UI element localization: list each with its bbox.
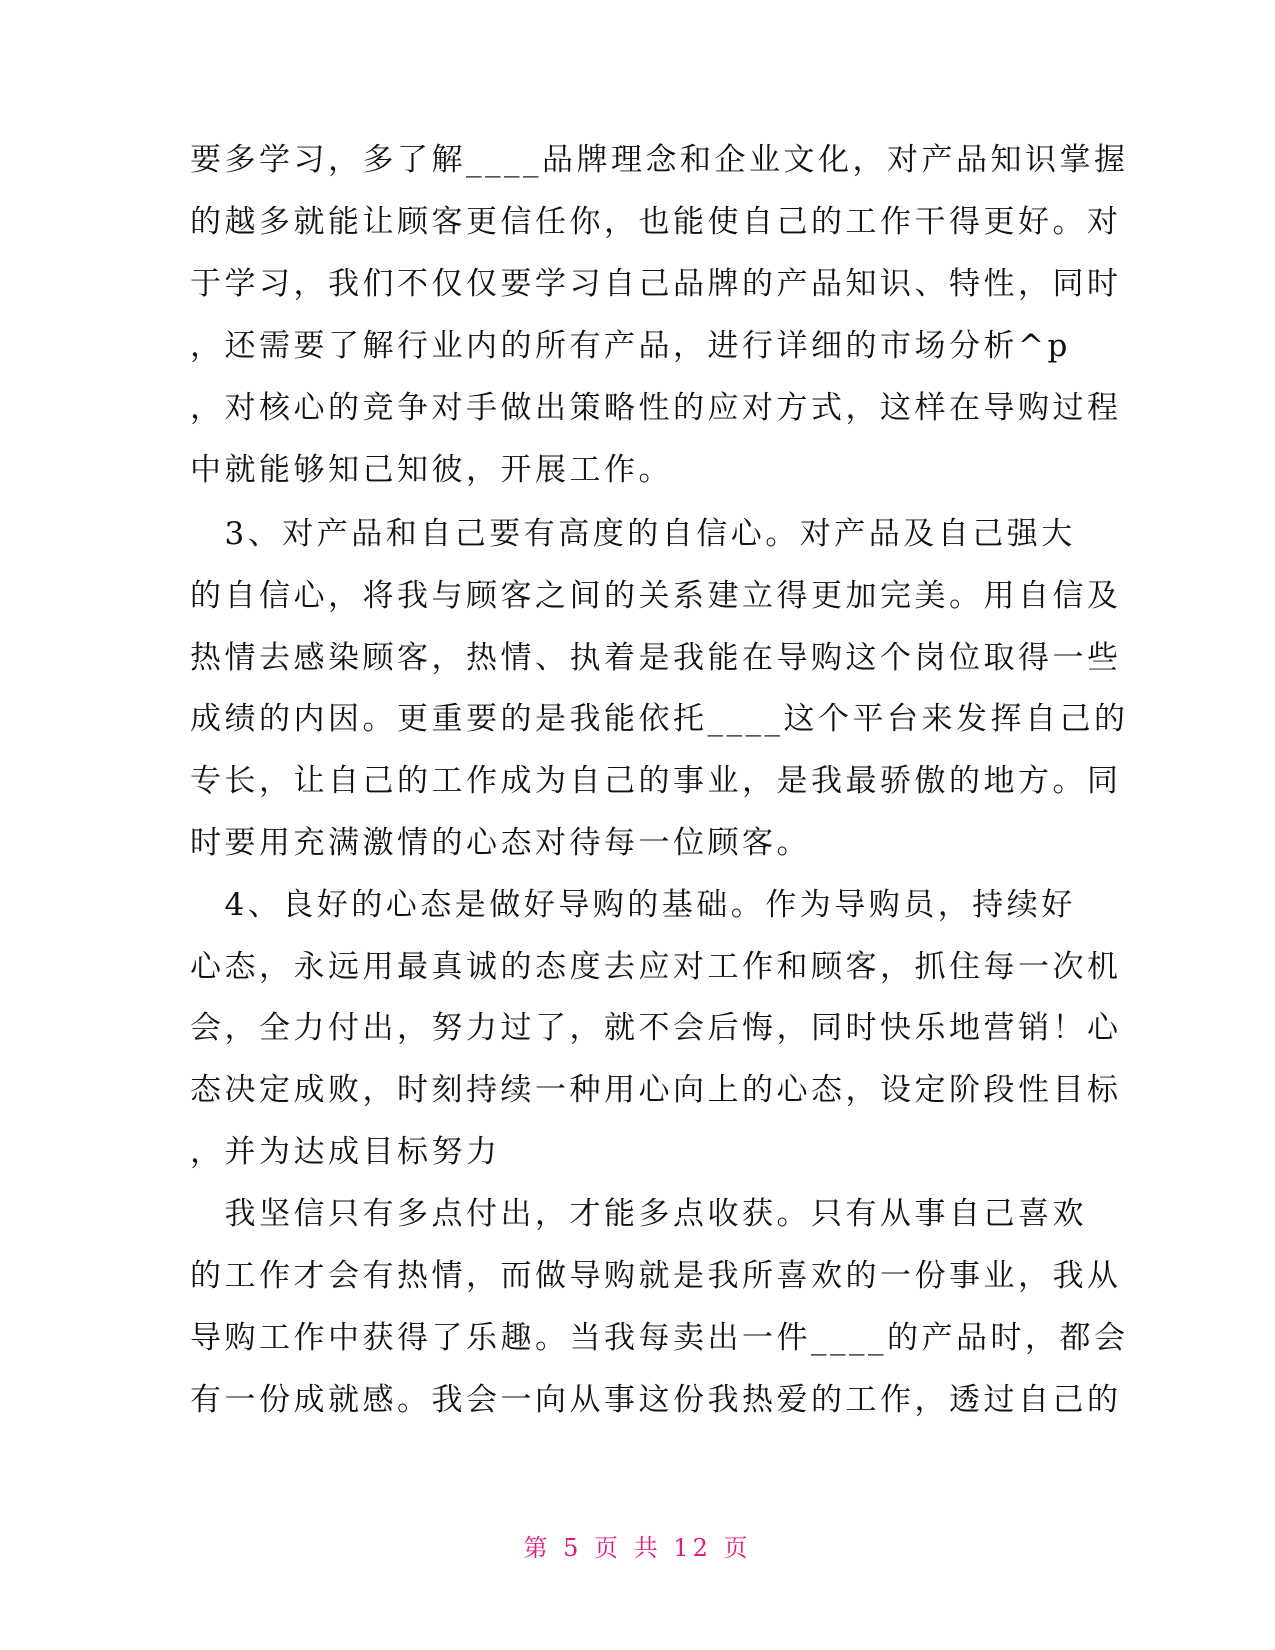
text-line: 有一份成就感。我会一向从事这份我热爱的工作，透过自己的 (190, 1382, 1122, 1418)
text-line: ，并为达成目标努力 (190, 1134, 501, 1170)
text-line: 时要用充满激情的心态对待每一位顾客。 (190, 825, 811, 861)
text-line: 的越多就能让顾客更信任你，也能使自己的工作干得更好。对 (190, 204, 1122, 240)
text-line: ，对核心的竞争对手做出策略性的应对方式，这样在导购过程 (190, 390, 1122, 426)
text-line: 3、对产品和自己要有高度的自信心。对产品及自己强大 (190, 516, 1076, 552)
text-line: 我坚信只有多点付出，才能多点收获。只有从事自己喜欢 (190, 1196, 1087, 1232)
text-line: 中就能够知己知彼，开展工作。 (190, 452, 673, 488)
text-line: ，还需要了解行业内的所有产品，进行详细的市场分析^p (190, 328, 1071, 364)
text-line: 导购工作中获得了乐趣。当我每卖出一件____的产品时，都会 (190, 1320, 1129, 1356)
text-line: 的工作才会有热情，而做导购就是我所喜欢的一份事业，我从 (190, 1258, 1122, 1294)
text-line: 的自信心，将我与顾客之间的关系建立得更加完美。用自信及 (190, 578, 1122, 614)
page-footer: 第 5 页 共 12 页 (523, 1534, 752, 1562)
text-line: 会，全力付出，努力过了，就不会后悔，同时快乐地营销！心 (190, 1010, 1122, 1046)
text-line: 4、良好的心态是做好导购的基础。作为导购员，持续好 (190, 887, 1076, 923)
text-line: 态决定成败，时刻持续一种用心向上的心态，设定阶段性目标 (190, 1072, 1122, 1108)
text-line: 成绩的内因。更重要的是我能依托____这个平台来发挥自己的 (190, 701, 1129, 737)
text-line: 心态，永远用最真诚的态度去应对工作和顾客，抓住每一次机 (190, 949, 1122, 985)
text-line: 专长，让自己的工作成为自己的事业，是我最骄傲的地方。同 (190, 763, 1122, 799)
text-line: 于学习，我们不仅仅要学习自己品牌的产品知识、特性，同时 (190, 266, 1122, 302)
text-line: 要多学习，多了解____品牌理念和企业文化，对产品知识掌握 (190, 142, 1129, 178)
text-line: 热情去感染顾客，热情、执着是我能在导购这个岗位取得一些 (190, 640, 1122, 676)
